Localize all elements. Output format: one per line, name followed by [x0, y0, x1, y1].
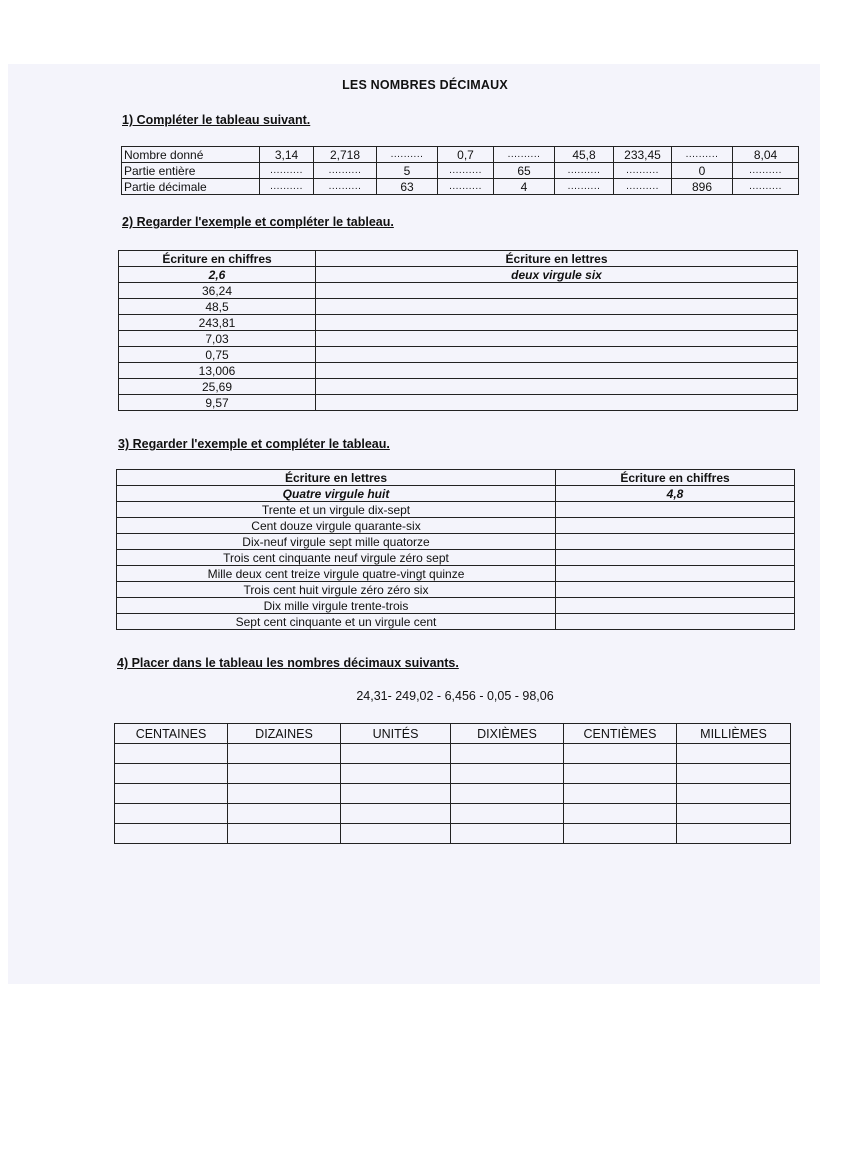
- section2-heading: 2) Regarder l'exemple et compléter le tableau.: [122, 215, 394, 229]
- table-row: [117, 534, 795, 550]
- answer-cell: [115, 804, 228, 824]
- digit-cell: 48,5: [119, 299, 316, 315]
- answer-cell: [115, 764, 228, 784]
- answer-cell: [556, 502, 795, 518]
- section2-example-row: [119, 267, 798, 283]
- answer-cell: [564, 784, 677, 804]
- answer-cell: [228, 764, 341, 784]
- table-row: [119, 395, 798, 411]
- table-row: [117, 502, 795, 518]
- digit-cell: 13,006: [119, 363, 316, 379]
- answer-cell: [316, 299, 798, 315]
- words-cell: Trente et un virgule dix-sept: [117, 502, 556, 518]
- section3-example-row: [117, 486, 795, 502]
- table-row: [115, 744, 791, 764]
- table-row: [115, 764, 791, 784]
- answer-cell: [556, 614, 795, 630]
- table-cell: 896: [672, 179, 733, 195]
- section2-table: [118, 250, 798, 411]
- column-header: MILLIÈMES: [677, 724, 791, 744]
- column-header: CENTAINES: [115, 724, 228, 744]
- table-cell: ..........: [614, 179, 672, 195]
- answer-cell: [451, 764, 564, 784]
- words-cell: Mille deux cent treize virgule quatre-vingt quinze: [117, 566, 556, 582]
- table-cell: ..........: [314, 163, 377, 179]
- answer-cell: [564, 744, 677, 764]
- table-row: [115, 824, 791, 844]
- answer-cell: [451, 824, 564, 844]
- header-row: [115, 724, 791, 744]
- section3-col-words: Écriture en lettres: [117, 470, 556, 486]
- table-cell: ..........: [614, 163, 672, 179]
- words-cell: Trois cent cinquante neuf virgule zéro sept: [117, 550, 556, 566]
- digit-cell: 36,24: [119, 283, 316, 299]
- row-label: Partie entière: [122, 163, 260, 179]
- answer-cell: [677, 744, 791, 764]
- section2-example-words: deux virgule six: [316, 267, 798, 283]
- table-cell: 2,718: [314, 147, 377, 163]
- section3-col-digits: Écriture en chiffres: [556, 470, 795, 486]
- section3-header-row: [117, 470, 795, 486]
- column-header: UNITÉS: [341, 724, 451, 744]
- table-row: [119, 331, 798, 347]
- page-title: LES NOMBRES DÉCIMAUX: [342, 78, 508, 92]
- answer-cell: [556, 582, 795, 598]
- table-row: [119, 299, 798, 315]
- answer-cell: [341, 804, 451, 824]
- table-row: [117, 550, 795, 566]
- words-cell: Cent douze virgule quarante-six: [117, 518, 556, 534]
- answer-cell: [228, 804, 341, 824]
- answer-cell: [228, 744, 341, 764]
- table-cell: 4: [494, 179, 555, 195]
- table-row: [117, 582, 795, 598]
- answer-cell: [115, 824, 228, 844]
- answer-cell: [556, 566, 795, 582]
- answer-cell: [316, 315, 798, 331]
- answer-cell: [341, 784, 451, 804]
- answer-cell: [451, 804, 564, 824]
- section2-col-words: Écriture en lettres: [316, 251, 798, 267]
- words-cell: Trois cent huit virgule zéro zéro six: [117, 582, 556, 598]
- answer-cell: [556, 598, 795, 614]
- row-label: Nombre donné: [122, 147, 260, 163]
- answer-cell: [677, 824, 791, 844]
- table-cell: 63: [377, 179, 438, 195]
- table-cell: ..........: [733, 179, 799, 195]
- table-cell: 8,04: [733, 147, 799, 163]
- answer-cell: [316, 363, 798, 379]
- table-cell: 0,7: [438, 147, 494, 163]
- table-cell: ..........: [494, 147, 555, 163]
- section2-example-number: 2,6: [119, 267, 316, 283]
- section2-header-row: [119, 251, 798, 267]
- table-row: [119, 379, 798, 395]
- table-row: [115, 784, 791, 804]
- section3-heading: 3) Regarder l'exemple et compléter le tableau.: [118, 437, 390, 451]
- digit-cell: 0,75: [119, 347, 316, 363]
- table-cell: 233,45: [614, 147, 672, 163]
- table-cell: 45,8: [555, 147, 614, 163]
- section1-heading: 1) Compléter le tableau suivant.: [122, 113, 311, 127]
- digit-cell: 243,81: [119, 315, 316, 331]
- table-row: [117, 614, 795, 630]
- table-row: [117, 518, 795, 534]
- answer-cell: [564, 764, 677, 784]
- table-cell: ..........: [377, 147, 438, 163]
- column-header: DIXIÈMES: [451, 724, 564, 744]
- table-cell: ..........: [555, 179, 614, 195]
- answer-cell: [677, 784, 791, 804]
- answer-cell: [564, 804, 677, 824]
- words-cell: Dix-neuf virgule sept mille quatorze: [117, 534, 556, 550]
- table-row: [122, 163, 799, 179]
- table-cell: ..........: [438, 179, 494, 195]
- table-cell: 0: [672, 163, 733, 179]
- answer-cell: [228, 784, 341, 804]
- answer-cell: [316, 331, 798, 347]
- table-cell: ..........: [672, 147, 733, 163]
- section2-col-digits: Écriture en chiffres: [119, 251, 316, 267]
- answer-cell: [115, 784, 228, 804]
- answer-cell: [677, 804, 791, 824]
- row-label: Partie décimale: [122, 179, 260, 195]
- table-row: [119, 315, 798, 331]
- section1-table: [121, 146, 799, 195]
- section4-table: [114, 723, 791, 844]
- section4-numbers: 24,31- 249,02 - 6,456 - 0,05 - 98,06: [356, 689, 554, 703]
- answer-cell: [316, 283, 798, 299]
- answer-cell: [228, 824, 341, 844]
- table-row: [117, 598, 795, 614]
- table-cell: 65: [494, 163, 555, 179]
- table-row: [119, 363, 798, 379]
- table-row: [117, 566, 795, 582]
- section4-heading: 4) Placer dans le tableau les nombres décimaux suivants.: [117, 656, 459, 670]
- table-cell: ..........: [260, 163, 314, 179]
- table-cell: 5: [377, 163, 438, 179]
- answer-cell: [316, 395, 798, 411]
- digit-cell: 9,57: [119, 395, 316, 411]
- words-cell: Dix mille virgule trente-trois: [117, 598, 556, 614]
- answer-cell: [316, 379, 798, 395]
- words-cell: Sept cent cinquante et un virgule cent: [117, 614, 556, 630]
- answer-cell: [556, 518, 795, 534]
- answer-cell: [556, 550, 795, 566]
- table-cell: 3,14: [260, 147, 314, 163]
- section3-example-number: 4,8: [556, 486, 795, 502]
- answer-cell: [316, 347, 798, 363]
- table-row: [119, 347, 798, 363]
- answer-cell: [451, 784, 564, 804]
- table-row: [122, 147, 799, 163]
- table-cell: ..........: [438, 163, 494, 179]
- answer-cell: [451, 744, 564, 764]
- table-row: [115, 804, 791, 824]
- table-row: [122, 179, 799, 195]
- answer-cell: [677, 764, 791, 784]
- section3-table: [116, 469, 795, 630]
- table-cell: ..........: [314, 179, 377, 195]
- column-header: CENTIÈMES: [564, 724, 677, 744]
- answer-cell: [115, 744, 228, 764]
- table-cell: ..........: [260, 179, 314, 195]
- digit-cell: 25,69: [119, 379, 316, 395]
- section3-example-words: Quatre virgule huit: [117, 486, 556, 502]
- answer-cell: [564, 824, 677, 844]
- table-cell: ..........: [555, 163, 614, 179]
- column-header: DIZAINES: [228, 724, 341, 744]
- digit-cell: 7,03: [119, 331, 316, 347]
- answer-cell: [341, 744, 451, 764]
- answer-cell: [556, 534, 795, 550]
- answer-cell: [341, 764, 451, 784]
- table-row: [119, 283, 798, 299]
- table-cell: ..........: [733, 163, 799, 179]
- answer-cell: [341, 824, 451, 844]
